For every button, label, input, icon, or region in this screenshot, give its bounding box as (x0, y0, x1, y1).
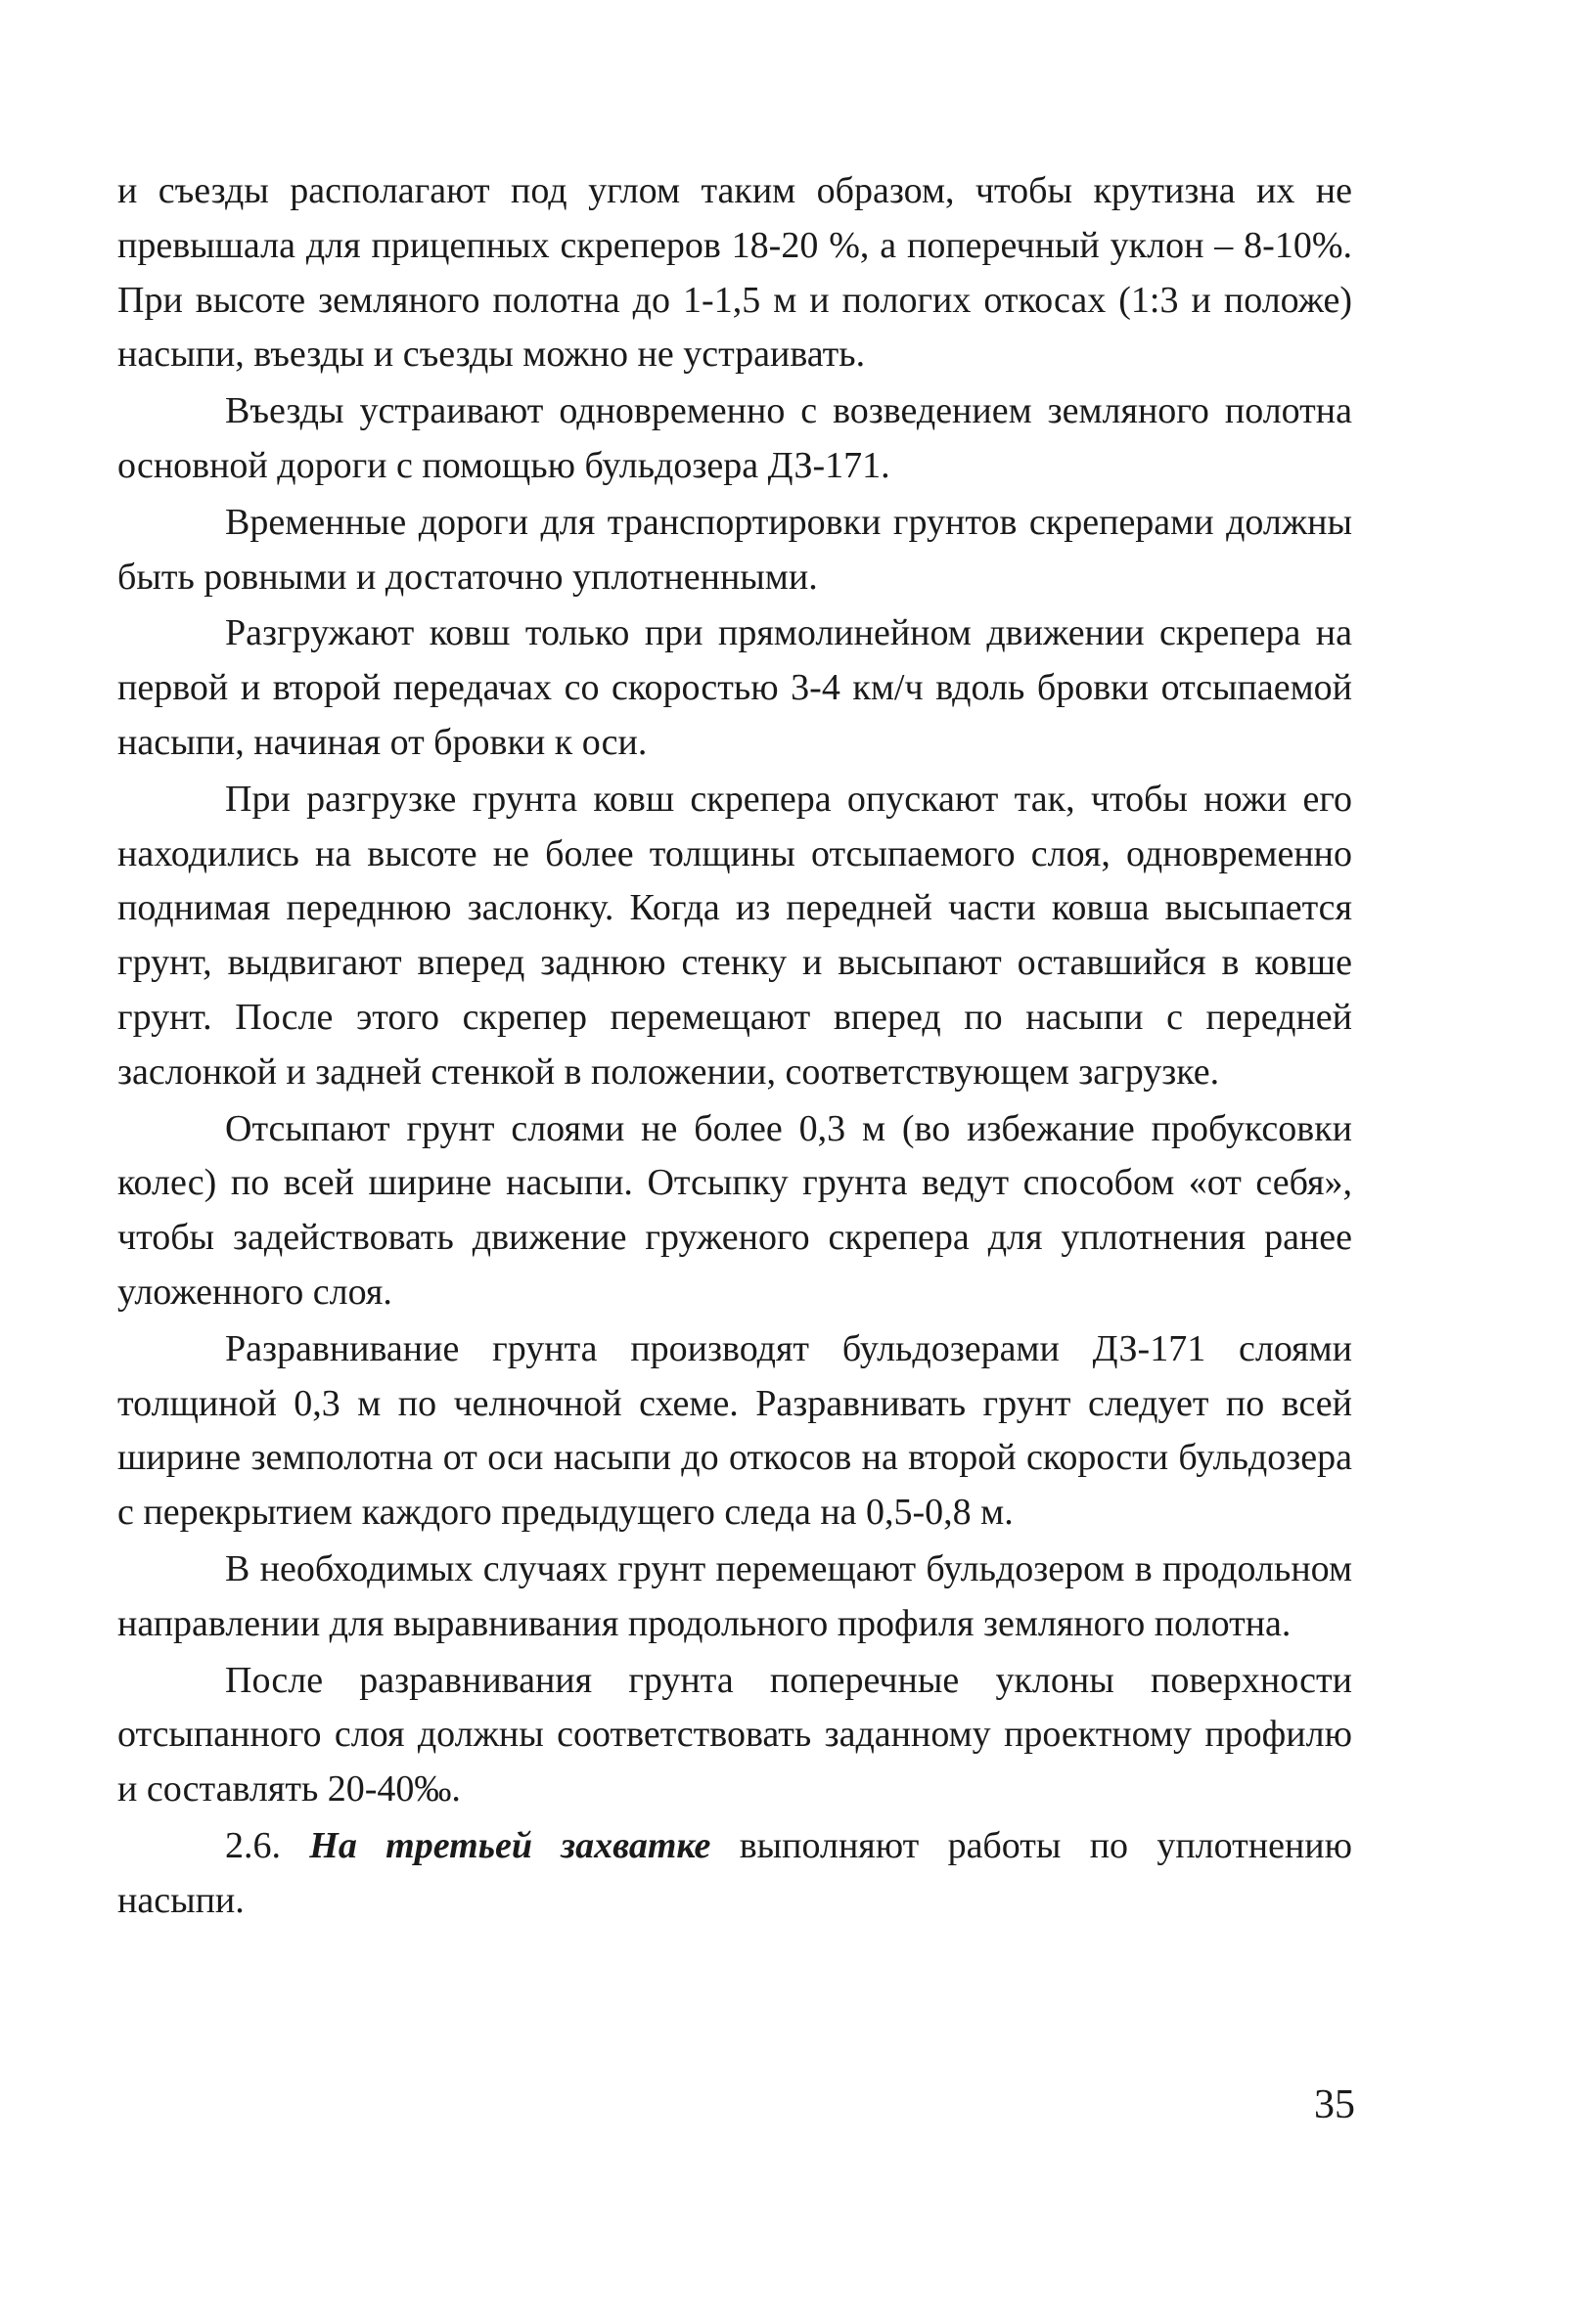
page-number: 35 (1314, 2082, 1355, 2127)
section-text: выполняют работы по уплотнению насыпи. (117, 1824, 1352, 1921)
section-number: 2.6. (225, 1824, 281, 1866)
paragraph: Разравнивание грунта производят бульдозерами ДЗ-171 слоями толщиной 0,3 м по челночной схеме. Разравнивать грунт следует по всей ширине земполотна от оси насыпи до откосов на второй скорости бульдозера с перекрытием каждого предыдущего следа на 0,5-0,8 м. (117, 1327, 1352, 1534)
paragraph: Отсыпают грунт слоями не более 0,3 м (во избежание пробуксовки колес) по всей ширине насыпи. Отсыпку грунта ведут способом «от себя», чтобы задействовать движение груженого скрепера для уплотнения ранее уложенного слоя. (117, 1107, 1352, 1313)
paragraph: Разгружают ковш только при прямолинейном движении скрепера на первой и второй передачах со скоростью 3-4 км/ч вдоль бровки отсыпаемой насыпи, начиная от бровки к оси. (117, 612, 1352, 763)
paragraph: При разгрузке грунта ковш скрепера опускают так, чтобы ножи его находились на высоте не более толщины отсыпаемого слоя, одновременно поднимая переднюю заслонку. Когда из передней части ковша высыпается грунт, выдвигают вперед заднюю стенку и высыпают оставшийся в ковше грунт. После этого скрепер перемещают вперед по насыпи с передней заслонкой и задней стенкой в положении, соответствующем загрузке. (117, 778, 1352, 1093)
section-heading: На третьей захватке (309, 1824, 711, 1866)
paragraph: Въезды устраивают одновременно с возведением земляного полотна основной дороги с помощью бульдозера ДЗ-171. (117, 390, 1352, 486)
paragraph: Временные дороги для транспортировки грунтов скреперами должны быть ровными и достаточно уплотненными. (117, 501, 1352, 598)
paragraph: В необходимых случаях грунт перемещают бульдозером в продольном направлении для выравнивания продольного профиля земляного полотна. (117, 1547, 1352, 1644)
section-paragraph (117, 1819, 1352, 1929)
paragraph: и съезды располагают под углом таким образом, чтобы крутизна их не превышала для прицепных скреперов 18-20 %, а поперечный уклон – 8-10%. При высоте земляного полотна до 1-1,5 м и пологих откосах (1:3 и положе) насыпи, въезды и съезды можно не устраивать. (117, 170, 1352, 376)
body-text (117, 164, 1352, 1931)
paragraph: После разравнивания грунта поперечные уклоны поверхности отсыпанного слоя должны соответствовать заданному проектному профилю и составлять 20-40‰. (117, 1659, 1352, 1810)
